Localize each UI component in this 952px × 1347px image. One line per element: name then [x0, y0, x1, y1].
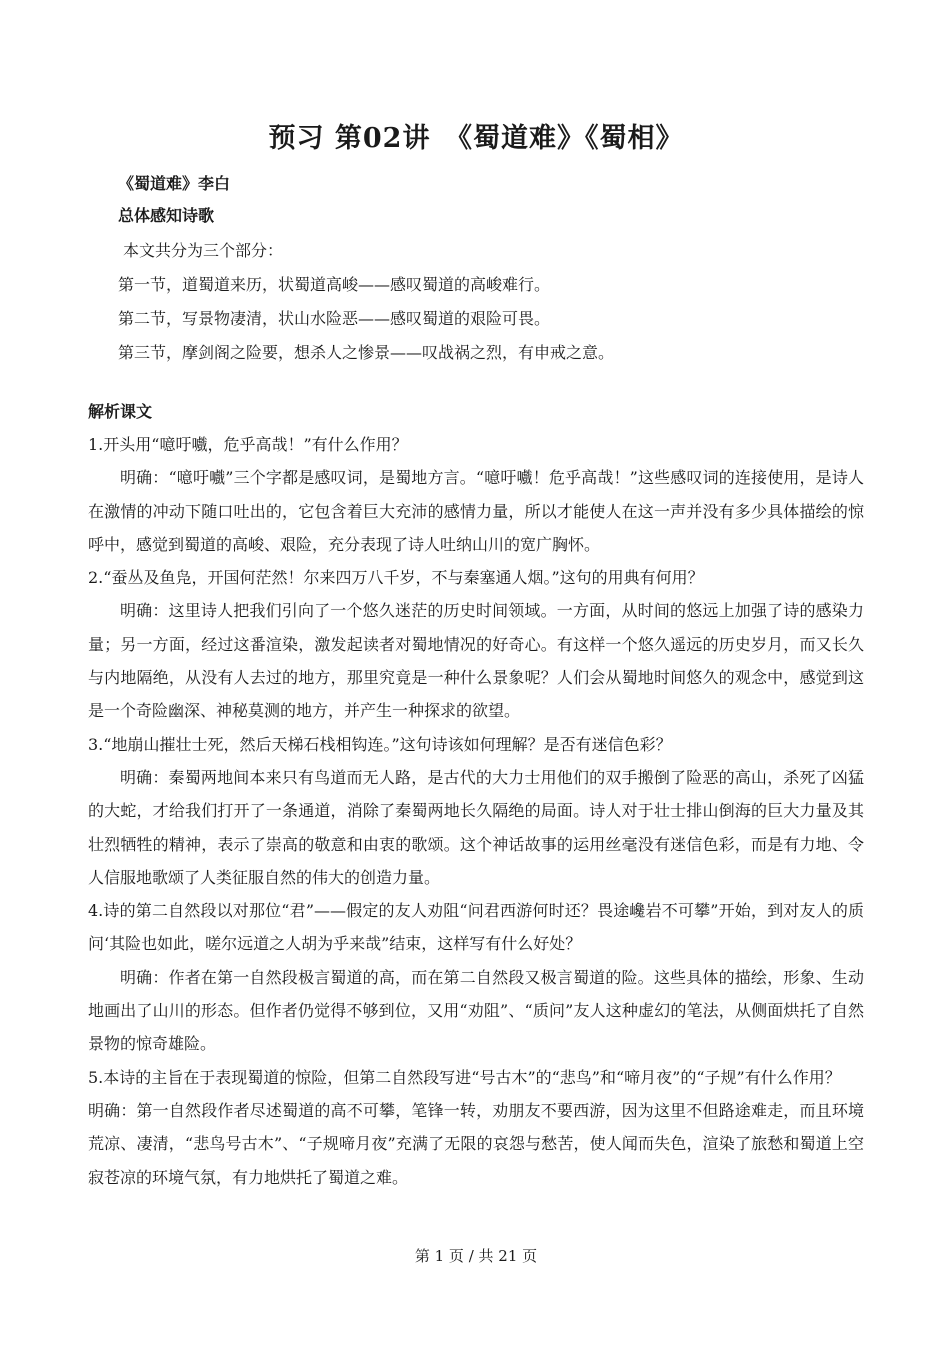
question-text: 3.“地崩山摧壮士死，然后天梯石栈相钩连。”这句诗该如何理解？是否有迷信色彩？: [88, 734, 672, 754]
section-heading-overview: 总体感知诗歌: [118, 206, 215, 225]
question-text: 2.“蚕丛及鱼凫，开国何茫然！尔来四万八千岁，不与秦塞通人烟。”这句的用典有何用？: [88, 568, 704, 588]
answer-text: 明确：这里诗人把我们引向了一个悠久迷茫的历史时间领域。一方面，从时间的悠远上加强了诗的感染力量；另一方面，经过这番渲染，激发起读者对蜀地情况的好奇心。有这样一个悠久遥远的历史岁月，而又长久与内地隔绝，从没有人去过的地方，那里究竟是一种什么景象呢？人们会从蜀地时间悠久的观念中，感觉到这是一个奇险幽深、神秘莫测的地方，并产生一种探求的欲望。: [88, 601, 864, 721]
overview-line: 第二节，写景物凄清，状山水险恶——感叹蜀道的艰险可畏。: [118, 309, 551, 328]
answer-text: 明确：秦蜀两地间本来只有鸟道而无人路，是古代的大力士用他们的双手搬倒了险恶的高山，杀死了凶猛的大蛇，才给我们打开了一条通道，消除了秦蜀两地长久隔绝的局面。诗人对于壮士排山倒海的巨大力量及其壮烈牺牲的精神，表示了崇高的敬意和由衷的歌颂。这个神话故事的运用丝毫没有迷信色彩，而是有力地、令人信服地歌颂了人类征服自然的伟大的创造力量。: [88, 767, 864, 887]
answer-text: 明确：第一自然段作者尽述蜀道的高不可攀，笔锋一转，劝朋友不要西游，因为这里不但路途难走，而且环境荒凉、凄清，“悲鸟号古木”、“子规啼月夜”充满了无限的哀怨与愁苦，使人闻而失色，渲染了旅愁和蜀道上空寂苍凉的环境气氛，有力地烘托了蜀道之难。: [88, 1100, 864, 1187]
question-text: 1.开头用“噫吁嚱，危乎高哉！”有什么作用？: [88, 435, 408, 454]
page-number-footer: 第 1 页 / 共 21 页: [414, 1247, 538, 1265]
question-text: 4.诗的第二自然段以对那位“君”——假定的友人劝阻“问君西游何时还？畏途巉岩不可攀”开始，到对友人的质问‘其险也如此，嗟尔远道之人胡为乎来哉”结束，这样写有什么好处？: [88, 901, 864, 954]
section-heading-analysis: 解析课文: [88, 402, 153, 421]
overview-line: 第一节，道蜀道来历，状蜀道高峻——感叹蜀道的高峻难行。: [118, 275, 551, 294]
page-title: 预习 第02讲 《蜀道难》《蜀相》: [268, 123, 684, 154]
poem-title: 《蜀道难》李白: [118, 174, 231, 193]
answer-text: 明确：作者在第一自然段极言蜀道的高，而在第二自然段又极言蜀道的险。这些具体的描绘，形象、生动地画出了山川的形态。但作者仍觉得不够到位，又用“劝阻”、“质问”友人这种虚幻的笔法，从侧面烘托了自然景物的惊奇雄险。: [88, 967, 864, 1054]
intro-block: [118, 172, 878, 372]
overview-line: 本文共分为三个部分：: [123, 241, 284, 260]
analysis-section: [88, 398, 864, 1194]
answer-text: 明确：“噫吁嚱”三个字都是感叹词，是蜀地方言。“噫吁嚱！危乎高哉！”这些感叹词的连接使用，是诗人在激情的冲动下随口吐出的，它包含着巨大充沛的感情力量，所以才能使人在这一声并没有多少具体描绘的惊呼中，感觉到蜀道的高峻、艰险，充分表现了诗人吐纳山川的宽广胸怀。: [88, 468, 864, 554]
question-text: 5.本诗的主旨在于表现蜀道的惊险，但第二自然段写进“号古木”的“悲鸟”和“啼月夜”的“子规”有什么作用？: [88, 1067, 841, 1087]
overview-line: 第三节，摩剑阁之险要，想杀人之惨景——叹战祸之烈，有申戒之意。: [118, 343, 615, 362]
